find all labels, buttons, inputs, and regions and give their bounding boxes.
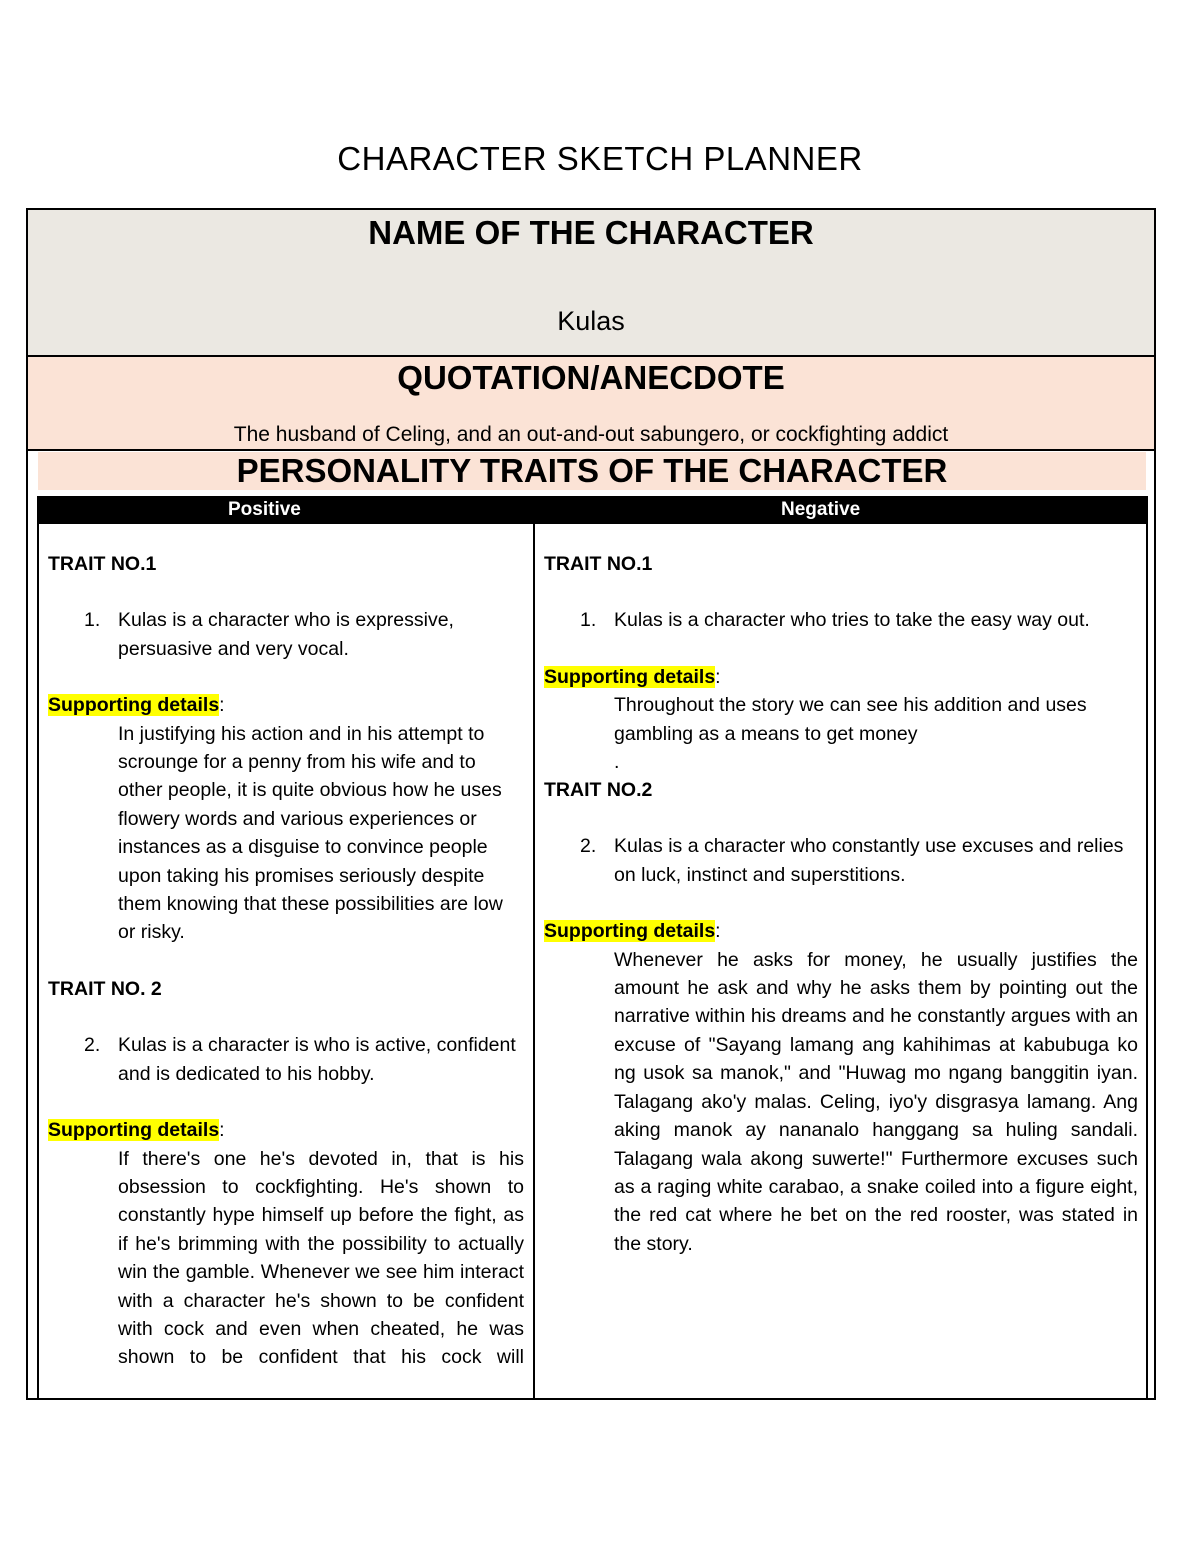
positive-trait-2-label: TRAIT NO. 2 — [48, 977, 162, 1000]
supporting-label: Supporting details — [48, 694, 220, 717]
negative-trait-1-details: Throughout the story we can see his addition and uses gambling as a means to get money — [614, 694, 1087, 745]
supporting-label: Supporting details — [48, 1119, 220, 1142]
positive-column — [48, 522, 524, 1372]
stray-period: . — [614, 751, 620, 774]
quotation-text: The husband of Celing, and an out-and-out sabungero, or cockfighting addict — [233, 423, 949, 446]
supporting-details-heading: Supporting details: — [48, 694, 225, 717]
positive-trait-1-item — [48, 606, 524, 663]
negative-trait-2-text: Kulas is a character who constantly use excuses and relies on luck, instinct and superstitions. — [614, 835, 1124, 886]
positive-trait-2-details: If there's one he's devoted in, that is his obsession to cockfighting. He's shown to constantly hype himself up before the fight, as if he's brimming with the possibility to actually win the gamble. Whenever we see him interact with a character he's shown to be confident with cock and even when cheated, he was shown to be confident that his cock will — [118, 1147, 524, 1369]
negative-trait-2-details: Whenever he asks for money, he usually justifies the amount he ask and why he asks them by pointing out the narrative within his dreams and he constantly argues with an excuse of "Sayang lamang ang kahihimas at kabubuga ko ng usok sa manok," and "Huwag mo ngang banggitin iyan. Talagang ako'y malas. Celing, iyo'y disgrasya lamang. Ang aking manok ay nananalo hanggang sa huling sandali. Talagang wala akong suwerte!" Furthermore excuses such as a raging white carabao, a snake coiled into a figure eight, the red cat where he bet on the red rooster, was stated in the story. — [614, 948, 1138, 1255]
traits-column-header — [38, 496, 1147, 524]
positive-trait-2-text: Kulas is a character is who is active, confident and is dedicated to his hobby. — [118, 1034, 516, 1085]
traits-heading: PERSONALITY TRAITS OF THE CHARACTER — [38, 452, 1146, 490]
name-section — [28, 210, 1154, 357]
column-divider — [533, 522, 535, 1400]
supporting-details-heading: Supporting details: — [544, 665, 721, 688]
character-name: Kulas — [557, 306, 625, 336]
planner-table — [26, 208, 1156, 1400]
positive-trait-1-details: In justifying his action and in his attempt to scrounge for a penny from his wife and to other people, it is quite obvious how he uses flowery words and various experiences or instances as a disguise to convince people upon taking his promises seriously despite them knowing that these possibilities are low or risky. — [118, 722, 503, 944]
name-heading: NAME OF THE CHARACTER — [368, 214, 814, 251]
negative-trait-1-label: TRAIT NO.1 — [544, 553, 653, 575]
supporting-label: Supporting details — [544, 665, 716, 688]
supporting-details-heading: Supporting details: — [544, 920, 721, 943]
list-number: 1. — [580, 609, 597, 632]
document-title: CHARACTER SKETCH PLANNER — [337, 140, 863, 177]
supporting-label: Supporting details — [544, 920, 716, 943]
negative-trait-2-label: TRAIT NO.2 — [544, 779, 653, 802]
quotation-heading: QUOTATION/ANECDOTE — [397, 359, 785, 396]
list-number: 1. — [84, 609, 101, 632]
list-number: 2. — [84, 1034, 101, 1057]
negative-trait-1-item — [544, 606, 1138, 634]
negative-column — [544, 522, 1138, 1258]
positive-trait-1-label: TRAIT NO.1 — [48, 553, 157, 575]
positive-column-label: Positive — [228, 499, 301, 520]
quotation-section — [28, 357, 1154, 451]
positive-trait-1-text: Kulas is a character who is expressive, persuasive and very vocal. — [118, 609, 454, 660]
negative-column-label: Negative — [781, 499, 861, 520]
negative-trait-1-text: Kulas is a character who tries to take the easy way out. — [614, 609, 1090, 632]
supporting-details-heading: Supporting details: — [48, 1119, 225, 1142]
list-number: 2. — [580, 835, 597, 858]
negative-trait-2-item — [544, 832, 1138, 889]
positive-trait-2-item — [48, 1031, 524, 1088]
